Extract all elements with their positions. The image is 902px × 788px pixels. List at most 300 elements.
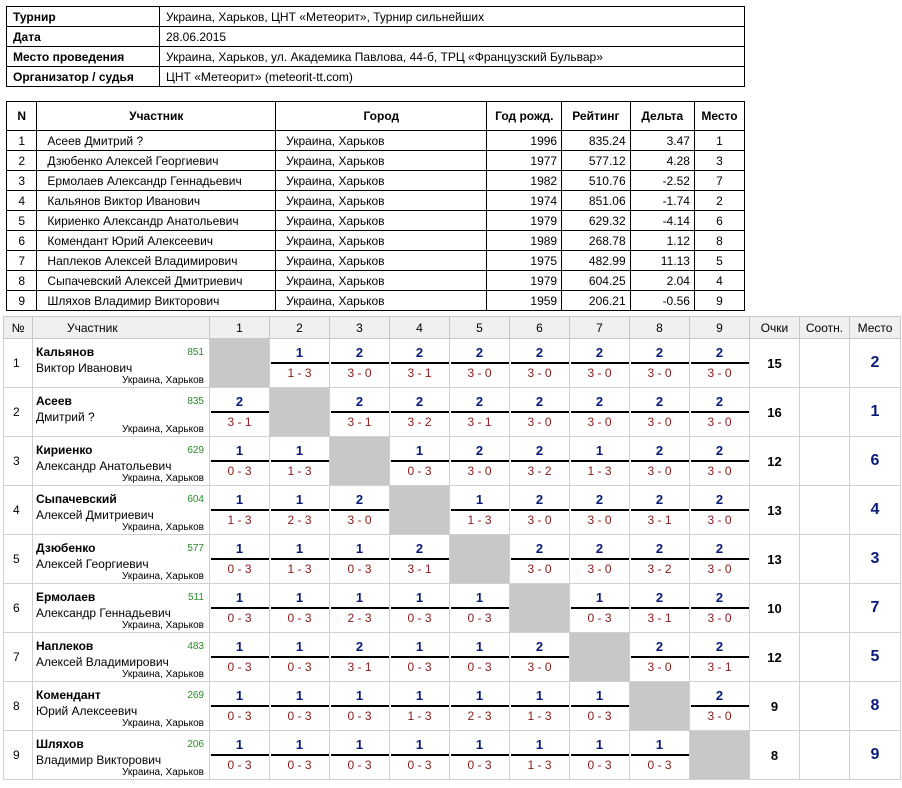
info-key: Организатор / судья — [7, 67, 160, 87]
match-result — [271, 345, 329, 381]
match-score: 0 - 3 — [287, 611, 312, 625]
match-points: 1 — [391, 443, 449, 462]
match-score: 0 - 3 — [227, 611, 252, 625]
match-result-cell — [210, 633, 270, 682]
match-points: 2 — [511, 443, 569, 462]
col-header-8: 8 — [630, 317, 690, 339]
participant-cell: 3 — [7, 171, 37, 191]
col-header-ratio: Соотн. — [800, 317, 850, 339]
match-points: 2 — [511, 345, 569, 364]
ratio-cell — [800, 633, 850, 682]
match-score: 3 - 0 — [347, 366, 372, 380]
match-points: 2 — [691, 443, 749, 462]
participant-cell: 206.21 — [562, 291, 631, 311]
match-score: 0 - 3 — [407, 758, 432, 772]
match-result — [691, 590, 749, 626]
match-result — [631, 639, 689, 675]
participant-cell: 1977 — [487, 151, 562, 171]
ratio-cell — [800, 437, 850, 486]
match-result-cell — [330, 535, 390, 584]
row-number: 9 — [4, 731, 33, 780]
player-rating: 629 — [187, 445, 204, 456]
match-result-cell — [630, 339, 690, 388]
match-points: 1 — [331, 590, 389, 609]
match-points: 2 — [511, 492, 569, 511]
participant-row — [7, 171, 745, 191]
match-score: 3 - 0 — [467, 366, 492, 380]
match-points: 1 — [631, 737, 689, 756]
participant-cell: Ермолаев Александр Геннадьевич — [37, 171, 276, 191]
match-result-cell — [690, 388, 750, 437]
match-score: 0 - 3 — [287, 758, 312, 772]
player-city: Украина, Харьков — [122, 669, 204, 680]
match-points: 2 — [691, 541, 749, 560]
match-score: 0 - 3 — [227, 758, 252, 772]
match-result — [511, 688, 569, 724]
participant-cell: 2.04 — [630, 271, 694, 291]
total-points: 13 — [750, 535, 800, 584]
match-score: 0 - 3 — [467, 758, 492, 772]
participant-cell: 1.12 — [630, 231, 694, 251]
player-info — [33, 731, 209, 779]
match-result — [331, 688, 389, 724]
participant-cell: 1 — [7, 131, 37, 151]
participant-cell: Украина, Харьков — [276, 131, 487, 151]
player-surname: Сыпачевский — [36, 492, 117, 506]
match-result-cell — [450, 486, 510, 535]
match-score: 3 - 1 — [407, 562, 432, 576]
match-score: 3 - 0 — [707, 513, 732, 527]
match-result — [691, 639, 749, 675]
participant-cell: Кириенко Александр Анатольевич — [37, 211, 276, 231]
match-score: 0 - 3 — [227, 709, 252, 723]
match-result-cell — [570, 388, 630, 437]
cross-row — [4, 339, 901, 388]
player-cell — [33, 486, 210, 535]
participant-cell: Наплеков Алексей Владимирович — [37, 251, 276, 271]
row-number: 3 — [4, 437, 33, 486]
self-match-cell — [210, 339, 270, 388]
match-score: 0 - 3 — [467, 660, 492, 674]
match-result — [211, 639, 269, 675]
player-surname: Комендант — [36, 688, 101, 702]
player-given-name: Юрий Алексеевич — [36, 704, 138, 718]
participant-cell: 268.78 — [562, 231, 631, 251]
cross-row — [4, 633, 901, 682]
match-score: 0 - 3 — [347, 758, 372, 772]
match-result-cell — [630, 633, 690, 682]
participants-header: Город — [276, 102, 487, 131]
col-header-4: 4 — [390, 317, 450, 339]
match-score: 3 - 0 — [347, 513, 372, 527]
participant-cell: Шляхов Владимир Викторович — [37, 291, 276, 311]
player-info — [33, 535, 209, 583]
match-points: 1 — [331, 541, 389, 560]
col-header-num: № — [4, 317, 33, 339]
match-score: 3 - 0 — [527, 366, 552, 380]
participant-cell: Украина, Харьков — [276, 271, 487, 291]
match-result — [391, 737, 449, 773]
match-result — [451, 394, 509, 430]
match-result-cell — [270, 486, 330, 535]
match-points: 2 — [691, 639, 749, 658]
match-points: 1 — [571, 737, 629, 756]
match-result-cell — [630, 535, 690, 584]
match-result-cell — [630, 584, 690, 633]
match-points: 2 — [451, 345, 509, 364]
match-points: 1 — [451, 639, 509, 658]
match-score: 1 - 3 — [527, 709, 552, 723]
match-result — [451, 492, 509, 528]
match-result-cell — [450, 437, 510, 486]
match-result-cell — [270, 682, 330, 731]
participant-row — [7, 211, 745, 231]
player-city: Украина, Харьков — [122, 473, 204, 484]
col-header-7: 7 — [570, 317, 630, 339]
match-points: 1 — [271, 639, 329, 658]
match-points: 2 — [511, 394, 569, 413]
match-score: 3 - 0 — [647, 660, 672, 674]
self-match-cell — [570, 633, 630, 682]
match-result — [571, 688, 629, 724]
match-result — [211, 443, 269, 479]
match-score: 3 - 0 — [527, 660, 552, 674]
participant-cell: 1996 — [487, 131, 562, 151]
match-result-cell — [210, 388, 270, 437]
player-info — [33, 388, 209, 436]
match-score: 0 - 3 — [227, 660, 252, 674]
match-result — [511, 541, 569, 577]
player-cell — [33, 388, 210, 437]
match-score: 2 - 3 — [467, 709, 492, 723]
match-score: 0 - 3 — [227, 464, 252, 478]
match-result-cell — [510, 731, 570, 780]
match-result — [631, 590, 689, 626]
match-score: 2 - 3 — [347, 611, 372, 625]
player-city: Украина, Харьков — [122, 424, 204, 435]
player-rating: 577 — [187, 543, 204, 554]
participant-cell: 577.12 — [562, 151, 631, 171]
total-points: 9 — [750, 682, 800, 731]
participant-row — [7, 151, 745, 171]
match-points: 2 — [511, 541, 569, 560]
match-points: 1 — [271, 688, 329, 707]
match-result-cell — [690, 633, 750, 682]
match-result-cell — [270, 339, 330, 388]
match-result-cell — [390, 633, 450, 682]
match-result — [391, 394, 449, 430]
match-result — [271, 639, 329, 675]
match-result-cell — [450, 633, 510, 682]
match-result — [451, 345, 509, 381]
participant-cell: 2 — [694, 191, 744, 211]
participant-cell: 1979 — [487, 211, 562, 231]
match-score: 0 - 3 — [587, 611, 612, 625]
participants-header: Участник — [37, 102, 276, 131]
player-cell — [33, 535, 210, 584]
match-result — [691, 394, 749, 430]
match-score: 1 - 3 — [407, 709, 432, 723]
player-given-name: Александр Анатольевич — [36, 459, 172, 473]
match-score: 1 - 3 — [287, 366, 312, 380]
match-points: 1 — [511, 737, 569, 756]
total-points: 10 — [750, 584, 800, 633]
participant-cell: 851.06 — [562, 191, 631, 211]
match-result — [211, 737, 269, 773]
match-score: 3 - 1 — [467, 415, 492, 429]
match-points: 1 — [391, 639, 449, 658]
info-value: ЦНТ «Метеорит» (meteorit-tt.com) — [160, 67, 745, 87]
match-result-cell — [330, 486, 390, 535]
match-points: 1 — [571, 590, 629, 609]
match-result-cell — [210, 584, 270, 633]
participant-cell: Дзюбенко Алексей Георгиевич — [37, 151, 276, 171]
match-score: 0 - 3 — [407, 660, 432, 674]
info-value: 28.06.2015 — [160, 27, 745, 47]
participant-row — [7, 291, 745, 311]
match-score: 0 - 3 — [287, 660, 312, 674]
match-result — [451, 590, 509, 626]
participant-cell: 510.76 — [562, 171, 631, 191]
participant-cell: 7 — [7, 251, 37, 271]
player-surname: Шляхов — [36, 737, 84, 751]
participant-cell: -0.56 — [630, 291, 694, 311]
match-score: 0 - 3 — [227, 562, 252, 576]
final-place: 7 — [850, 584, 901, 633]
col-header-6: 6 — [510, 317, 570, 339]
match-points: 2 — [631, 345, 689, 364]
total-points: 16 — [750, 388, 800, 437]
match-result-cell — [690, 486, 750, 535]
match-result-cell — [390, 584, 450, 633]
match-points: 2 — [631, 590, 689, 609]
participant-row — [7, 231, 745, 251]
player-rating: 511 — [188, 592, 204, 603]
match-score: 0 - 3 — [587, 758, 612, 772]
participant-cell: 1989 — [487, 231, 562, 251]
match-result-cell — [510, 682, 570, 731]
match-points: 2 — [631, 443, 689, 462]
player-surname: Дзюбенко — [36, 541, 96, 555]
match-result-cell — [330, 731, 390, 780]
match-result-cell — [510, 535, 570, 584]
match-points: 2 — [631, 394, 689, 413]
participant-cell: Украина, Харьков — [276, 251, 487, 271]
participant-cell: 9 — [694, 291, 744, 311]
match-score: 1 - 3 — [587, 464, 612, 478]
match-points: 2 — [391, 541, 449, 560]
match-points: 2 — [631, 541, 689, 560]
match-result-cell — [210, 731, 270, 780]
match-result-cell — [450, 731, 510, 780]
match-points: 1 — [331, 737, 389, 756]
match-points: 1 — [451, 590, 509, 609]
player-city: Украина, Харьков — [122, 571, 204, 582]
match-score: 1 - 3 — [227, 513, 252, 527]
match-result-cell — [510, 633, 570, 682]
player-given-name: Дмитрий ? — [36, 410, 95, 424]
player-given-name: Владимир Викторович — [36, 753, 162, 767]
match-score: 3 - 0 — [527, 513, 552, 527]
participant-cell: 1979 — [487, 271, 562, 291]
player-city: Украина, Харьков — [122, 718, 204, 729]
match-score: 3 - 1 — [227, 415, 252, 429]
player-given-name: Александр Геннадьевич — [36, 606, 171, 620]
match-points: 1 — [511, 688, 569, 707]
match-result — [511, 443, 569, 479]
match-points: 1 — [271, 443, 329, 462]
match-score: 3 - 0 — [527, 415, 552, 429]
match-result — [391, 639, 449, 675]
match-result-cell — [270, 437, 330, 486]
match-points: 1 — [211, 688, 269, 707]
match-result — [391, 345, 449, 381]
col-header-9: 9 — [690, 317, 750, 339]
match-score: 1 - 3 — [467, 513, 492, 527]
player-cell — [33, 731, 210, 780]
participant-cell: 482.99 — [562, 251, 631, 271]
match-points: 1 — [451, 492, 509, 511]
match-result — [631, 492, 689, 528]
player-info — [33, 486, 209, 534]
info-key: Дата — [7, 27, 160, 47]
match-points: 2 — [631, 492, 689, 511]
match-result — [271, 492, 329, 528]
player-cell — [33, 584, 210, 633]
match-score: 3 - 0 — [587, 366, 612, 380]
match-result-cell — [570, 584, 630, 633]
match-score: 0 - 3 — [467, 611, 492, 625]
cross-row — [4, 731, 901, 780]
player-rating: 206 — [187, 739, 204, 750]
participant-cell: 5 — [7, 211, 37, 231]
match-result-cell — [630, 486, 690, 535]
match-result — [631, 345, 689, 381]
match-score: 3 - 0 — [467, 464, 492, 478]
final-place: 6 — [850, 437, 901, 486]
player-cell — [33, 633, 210, 682]
participant-cell: 835.24 — [562, 131, 631, 151]
match-result-cell — [510, 339, 570, 388]
info-key: Место проведения — [7, 47, 160, 67]
match-score: 3 - 0 — [707, 562, 732, 576]
cross-table — [3, 316, 901, 780]
player-city: Украина, Харьков — [122, 767, 204, 778]
col-header-1: 1 — [210, 317, 270, 339]
match-result — [211, 394, 269, 430]
cross-row — [4, 682, 901, 731]
player-surname: Кальянов — [36, 345, 95, 359]
participant-cell: Кальянов Виктор Иванович — [37, 191, 276, 211]
match-result-cell — [390, 682, 450, 731]
match-result-cell — [390, 535, 450, 584]
match-points: 1 — [331, 688, 389, 707]
participant-cell: 1 — [694, 131, 744, 151]
participants-header: N — [7, 102, 37, 131]
row-number: 4 — [4, 486, 33, 535]
match-result-cell — [270, 731, 330, 780]
info-row — [7, 7, 745, 27]
match-score: 0 - 3 — [407, 464, 432, 478]
self-match-cell — [390, 486, 450, 535]
match-result-cell — [210, 535, 270, 584]
player-given-name: Виктор Иванович — [36, 361, 133, 375]
info-value: Украина, Харьков, ЦНТ «Метеорит», Турнир сильнейших — [160, 7, 745, 27]
participants-table — [6, 101, 745, 311]
match-result — [211, 590, 269, 626]
match-score: 0 - 3 — [587, 709, 612, 723]
player-cell — [33, 682, 210, 731]
match-result-cell — [330, 339, 390, 388]
participants-header: Год рожд. — [487, 102, 562, 131]
match-result — [391, 541, 449, 577]
participant-cell: 2 — [7, 151, 37, 171]
col-header-place: Место — [850, 317, 901, 339]
match-result — [571, 541, 629, 577]
player-cell — [33, 437, 210, 486]
match-result — [691, 541, 749, 577]
match-result — [631, 443, 689, 479]
row-number: 1 — [4, 339, 33, 388]
match-result — [571, 737, 629, 773]
match-result-cell — [450, 339, 510, 388]
match-score: 0 - 3 — [347, 562, 372, 576]
match-points: 1 — [451, 737, 509, 756]
match-result — [331, 590, 389, 626]
participant-cell: 6 — [694, 211, 744, 231]
participant-cell: -1.74 — [630, 191, 694, 211]
participant-cell: 4 — [694, 271, 744, 291]
participant-cell: 1959 — [487, 291, 562, 311]
participant-cell: 1982 — [487, 171, 562, 191]
match-score: 3 - 1 — [647, 513, 672, 527]
match-score: 3 - 0 — [647, 366, 672, 380]
match-score: 0 - 3 — [407, 611, 432, 625]
final-place: 1 — [850, 388, 901, 437]
participant-cell: Украина, Харьков — [276, 151, 487, 171]
match-result — [571, 394, 629, 430]
match-result-cell — [630, 437, 690, 486]
participants-header: Место — [694, 102, 744, 131]
match-points: 1 — [211, 443, 269, 462]
match-result-cell — [390, 437, 450, 486]
participant-cell: 604.25 — [562, 271, 631, 291]
ratio-cell — [800, 388, 850, 437]
match-score: 3 - 0 — [707, 611, 732, 625]
match-result-cell — [570, 731, 630, 780]
col-header-points: Очки — [750, 317, 800, 339]
match-result-cell — [330, 633, 390, 682]
player-given-name: Алексей Георгиевич — [36, 557, 149, 571]
match-result — [211, 492, 269, 528]
match-result-cell — [570, 535, 630, 584]
match-result — [511, 639, 569, 675]
participant-cell: -4.14 — [630, 211, 694, 231]
participant-row — [7, 251, 745, 271]
match-result-cell — [510, 388, 570, 437]
match-result-cell — [390, 731, 450, 780]
match-result — [331, 394, 389, 430]
player-given-name: Алексей Владимирович — [36, 655, 169, 669]
match-score: 3 - 1 — [647, 611, 672, 625]
participant-cell: 7 — [694, 171, 744, 191]
match-points: 1 — [271, 345, 329, 364]
match-score: 0 - 3 — [287, 709, 312, 723]
match-points: 2 — [691, 590, 749, 609]
player-surname: Ермолаев — [36, 590, 96, 604]
match-points: 2 — [451, 443, 509, 462]
match-points: 1 — [271, 541, 329, 560]
